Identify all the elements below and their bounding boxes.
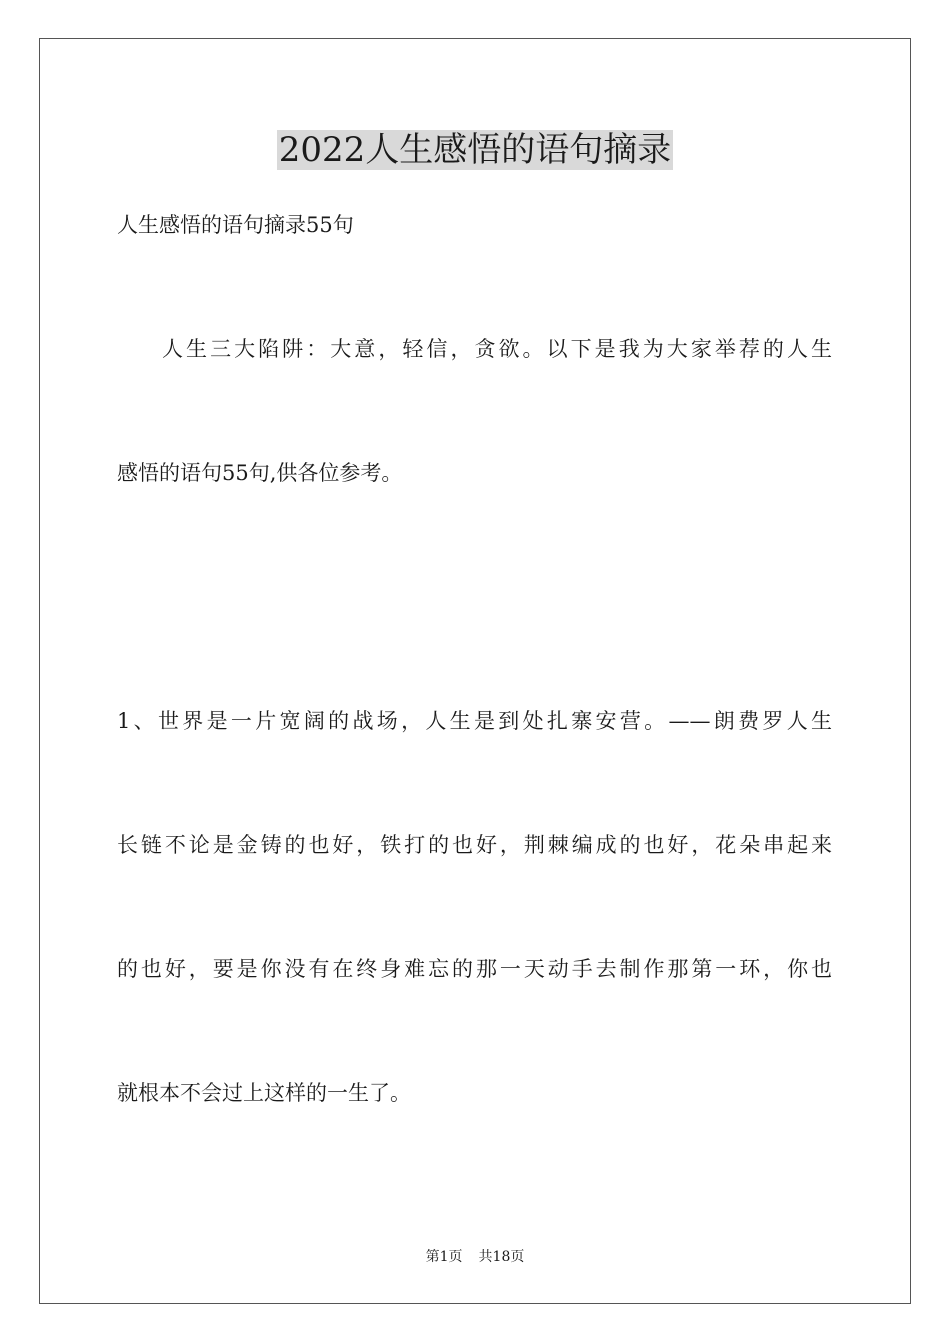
page-footer: [0, 1247, 950, 1267]
subtitle: 人生感悟的语句摘录55句: [117, 213, 354, 237]
intro-line-2: 感悟的语句55句,供各位参考。: [117, 461, 403, 485]
title-text: 2022人生感悟的语句摘录: [278, 130, 672, 170]
item1-line-2: 长链不论是金铸的也好，铁打的也好，荆棘编成的也好，花朵串起来: [117, 833, 832, 857]
page-number: 第1页: [425, 1249, 463, 1265]
document-title: [0, 126, 950, 174]
item1-line-4: 就根本不会过上这样的一生了。: [117, 1081, 411, 1105]
item1-line-3: 的也好，要是你没有在终身难忘的那一天动手去制作那第一环，你也: [117, 957, 832, 981]
page-total: 共18页: [478, 1249, 525, 1265]
intro-line-1: 人生三大陷阱：大意，轻信，贪欲。以下是我为大家举荐的人生: [162, 337, 832, 361]
item1-line-1: 1、世界是一片宽阔的战场，人生是到处扎寨安营。——朗费罗人生: [117, 709, 832, 733]
